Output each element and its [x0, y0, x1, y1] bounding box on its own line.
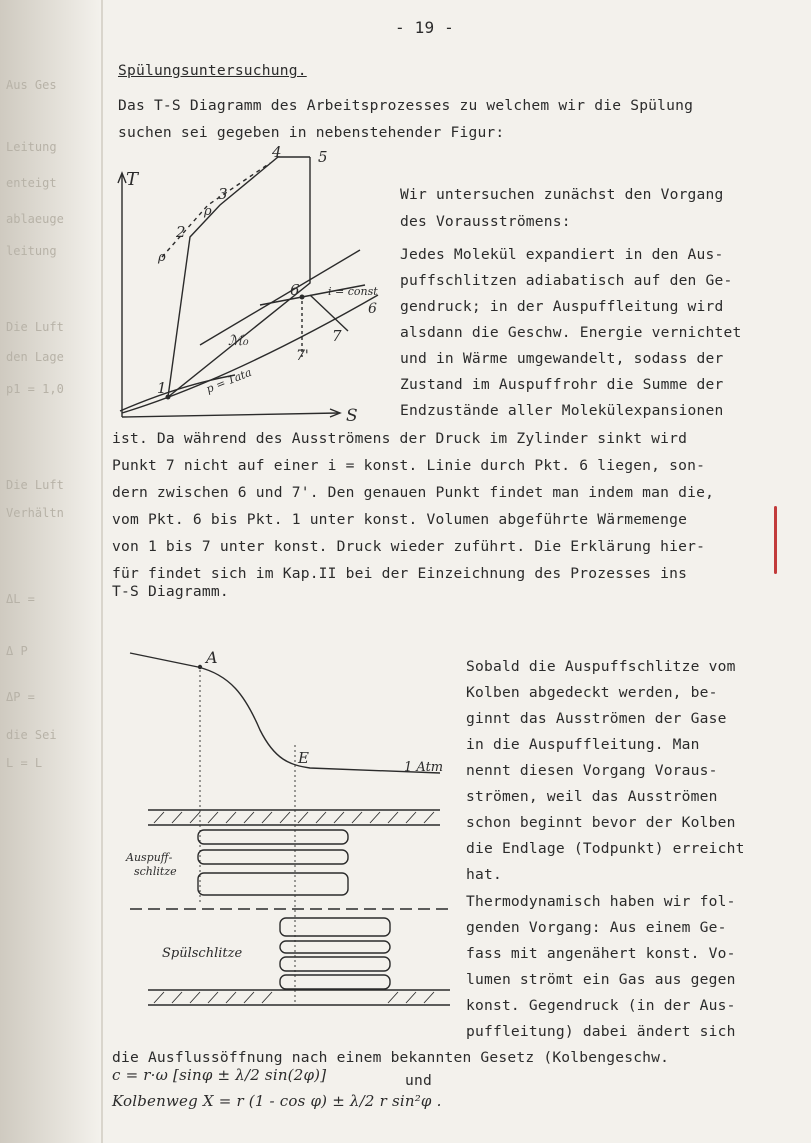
cycle-upper-curve — [168, 157, 310, 397]
side-line: ginnt das Ausströmen der Gase — [466, 710, 727, 727]
line-6-to-7 — [310, 295, 348, 331]
side-line: genden Vorgang: Aus einem Ge- — [466, 919, 727, 936]
spuel-slot-3 — [280, 957, 390, 971]
side-line: strömen, weil das Ausströmen — [466, 788, 718, 805]
point-1-label: 1 — [157, 379, 167, 397]
point-e-label: E — [298, 749, 309, 767]
margin-bleed-line: ΔL = — [6, 592, 35, 606]
point-a-dot — [198, 665, 202, 669]
margin-bleed-line: ablaeuge — [6, 212, 64, 226]
rho-left-label: ρ — [158, 250, 166, 265]
body-line: von 1 bis 7 unter konst. Druck wieder zuführt. Die Erklärung hier- — [112, 538, 706, 555]
margin-bleed-line: leitung — [6, 244, 57, 258]
s-axis-line — [122, 413, 338, 417]
side-line: lumen strömt ein Gas aus gegen — [466, 971, 736, 988]
margin-bleed-line: die Sei — [6, 728, 57, 742]
ts-diagram — [110, 145, 400, 430]
side-line: Thermodynamisch haben wir fol- — [466, 893, 736, 910]
page-number: - 19 - — [395, 18, 454, 37]
auspuff-slot-3 — [198, 873, 348, 895]
formula-und: und — [405, 1072, 432, 1089]
side-line: Wir untersuchen zunächst den Vorgang — [400, 186, 724, 203]
margin-bleed-line: Leitung — [6, 140, 57, 154]
page-shadow — [0, 0, 100, 1143]
rho-mid-label: ρ — [204, 204, 212, 219]
body-line: vom Pkt. 6 bis Pkt. 1 unter konst. Volumen abgeführte Wärmemenge — [112, 511, 688, 528]
body-line: ist. Da während des Ausströmens der Druck im Zylinder sinkt wird — [112, 430, 688, 447]
margin-bleed-line: enteigt — [6, 176, 57, 190]
side-line: Zustand im Auspuffrohr die Summe der — [400, 376, 724, 393]
side-line: Sobald die Auspuffschlitze vom — [466, 658, 736, 675]
spuel-label: Spülschlitze — [162, 946, 243, 961]
margin-bleed-line: den Lage — [6, 350, 64, 364]
cycle-return-line — [168, 157, 310, 397]
margin-bleed-line: Verhältn — [6, 506, 64, 520]
margin-bleed-line: Die Luft — [6, 320, 64, 334]
side-line: Endzustände aller Molekülexpansionen — [400, 402, 724, 419]
spuel-slot-1 — [280, 918, 390, 936]
body-line: für findet sich im Kap.II bei der Einzeichnung des Prozesses ins — [112, 565, 688, 582]
formula-velocity: c = r·ω [sinφ ± λ/2 sin(2φ)] — [112, 1066, 327, 1084]
body-line: die Ausflussöffnung nach einem bekannten Gesetz (Kolbengeschw. — [112, 1049, 670, 1066]
body-line: T-S Diagramm. — [112, 583, 229, 600]
side-line: in die Auspuffleitung. Man — [466, 736, 700, 753]
gutter-rule — [101, 0, 103, 1143]
spuel-slot-4 — [280, 975, 390, 989]
point-6-right-label: 6 — [368, 301, 377, 317]
side-line: die Endlage (Todpunkt) erreicht — [466, 840, 745, 857]
margin-bleed-line: L = L — [6, 756, 43, 770]
side-line: nennt diesen Vorgang Voraus- — [466, 762, 718, 779]
side-line: schon beginnt bevor der Kolben — [466, 814, 736, 831]
hatching-bottom — [154, 992, 434, 1003]
pressure-curve — [130, 653, 440, 773]
side-line: alsdann die Geschw. Energie vernichtet — [400, 324, 742, 341]
point-6-dot — [300, 295, 305, 300]
auspuff-label-1: Auspuff- — [126, 851, 173, 864]
red-margin-mark — [774, 506, 777, 574]
point-7-label: 7 — [332, 327, 342, 345]
side-line: puffschlitzen adiabatisch auf den Ge- — [400, 272, 733, 289]
s-axis-label: S — [346, 406, 358, 426]
i-const-label: i = const — [328, 285, 378, 298]
side-line: gendruck; in der Auspuffleitung wird — [400, 298, 724, 315]
auspuff-label-2: schlitze — [134, 865, 177, 878]
section-heading: Spülungsuntersuchung. — [118, 62, 307, 79]
mu0-label: ℳ₀ — [228, 333, 249, 349]
intro-line: Das T-S Diagramm des Arbeitsprozesses zu welchem wir die Spülung — [118, 97, 694, 114]
side-line: fass mit angenähert konst. Vo- — [466, 945, 736, 962]
point-2-label: 2 — [176, 223, 186, 241]
atm-label: 1 Atm — [404, 760, 444, 775]
auspuff-slot-1 — [198, 830, 348, 844]
point-7prime-label: 7' — [296, 348, 309, 364]
side-line: Jedes Molekül expandiert in den Aus- — [400, 246, 724, 263]
t-axis-label: T — [126, 169, 139, 190]
margin-bleed-line: ΔP = — [6, 690, 35, 704]
margin-bleed-line: Δ P — [6, 644, 28, 658]
margin-bleed-line: Die Luft — [6, 478, 64, 492]
point-a-label: A — [206, 648, 218, 667]
margin-bleed-line: p1 = 1,0 — [6, 382, 64, 396]
spuel-slot-2 — [280, 941, 390, 953]
point-4-label: 4 — [272, 145, 282, 161]
p-1ata-label: p = 1ata — [204, 365, 254, 396]
point-5-label: 5 — [318, 148, 328, 166]
side-line: des Vorausströmens: — [400, 213, 571, 230]
side-line: Kolben abgedeckt werden, be- — [466, 684, 718, 701]
margin-bleed-line: Aus Ges — [6, 78, 57, 92]
side-line: und in Wärme umgewandelt, sodass der — [400, 350, 724, 367]
point-3-label: 3 — [218, 185, 228, 203]
body-line: dern zwischen 6 und 7'. Den genauen Punkt findet man indem man die, — [112, 484, 715, 501]
body-line: Punkt 7 nicht auf einer i = konst. Linie durch Pkt. 6 liegen, son- — [112, 457, 706, 474]
side-line: puffleitung) dabei ändert sich — [466, 1023, 736, 1040]
point-6-label: 6 — [290, 281, 300, 299]
exhaust-flow-diagram — [120, 635, 460, 1020]
auspuff-slot-2 — [198, 850, 348, 864]
intro-line: suchen sei gegeben in nebenstehender Figur: — [118, 124, 505, 141]
formula-stroke: Kolbenweg X = r (1 - cos φ) ± λ/2 r sin²φ . — [112, 1092, 442, 1110]
side-line: konst. Gegendruck (in der Aus- — [466, 997, 736, 1014]
hatching-top — [154, 812, 434, 823]
side-line: hat. — [466, 866, 502, 883]
